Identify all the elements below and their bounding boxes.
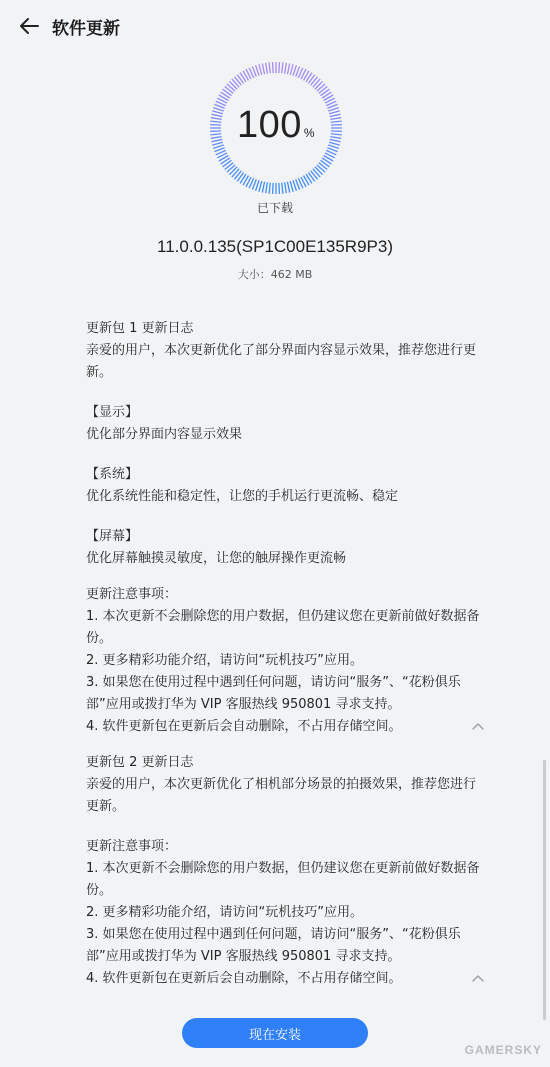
install-now-button[interactable]: 现在安装 [182, 1018, 368, 1048]
progress-tick [262, 182, 264, 193]
scrollbar[interactable] [543, 760, 546, 1020]
watermark-logo: GAMERSKY [464, 1043, 542, 1057]
progress-tick [293, 65, 296, 75]
progress-tick [256, 180, 259, 190]
download-progress-dial [208, 60, 344, 196]
progress-tick [266, 182, 268, 193]
package-size [0, 266, 550, 282]
changelog-1-intro: 亲爱的用户，本次更新优化了部分界面内容显示效果，推荐您进行更新。 [86, 343, 477, 380]
section-display-body: 优化部分界面内容显示效果 [86, 427, 243, 442]
notice-1-title: 更新注意事项： [86, 587, 178, 602]
progress-tick [259, 64, 262, 75]
notice-1-item: 4. 软件更新包在更新后会自动删除，不占用存储空间。 [86, 719, 402, 734]
section-screen-body: 优化屏幕触摸灵敏度，让您的触屏操作更流畅 [86, 551, 347, 566]
progress-tick [269, 183, 270, 194]
size-label: 大小： [237, 268, 271, 281]
chevron-up-icon[interactable] [470, 719, 486, 735]
section-system-body: 优化系统性能和稳定性，让您的手机运行更流畅、稳定 [86, 489, 399, 504]
progress-tick [269, 62, 270, 73]
notice-2-item: 4. 软件更新包在更新后会自动删除，不占用存储空间。 [86, 971, 402, 986]
size-value: 462 MB [270, 268, 313, 281]
progress-tick [279, 183, 280, 194]
progress-tick [287, 63, 289, 74]
notice-1-item: 1. 本次更新不会删除您的用户数据，但仍建议您在更新前做好数据备份。 [86, 609, 480, 646]
progress-tick [282, 183, 283, 194]
progress-tick [229, 167, 237, 175]
progress-tick [259, 181, 262, 192]
version-number: 11.0.0.135(SP1C00E135R9P3) [157, 237, 393, 256]
progress-tick [315, 81, 323, 89]
changelog-2-intro: 亲爱的用户，本次更新优化了相机部分场景的拍摄效果，推荐您进行更新。 [86, 777, 477, 814]
notice-2-item: 1. 本次更新不会删除您的用户数据，但仍建议您在更新前做好数据备份。 [86, 861, 480, 898]
progress-tick [293, 180, 296, 190]
progress-tick [315, 167, 323, 175]
percent-sign: % [303, 126, 316, 140]
progress-tick [229, 81, 237, 89]
top-bar [0, 0, 550, 52]
changelog-1-title: 更新包 1 更新日志 [86, 321, 194, 336]
notice-1-item: 2. 更多精彩功能介绍，请访问“玩机技巧”应用。 [86, 653, 364, 668]
progress-percent [208, 104, 344, 147]
back-button[interactable] [14, 12, 44, 40]
notice-2-title: 更新注意事项： [86, 839, 178, 854]
progress-tick [273, 183, 274, 194]
progress-tick [285, 182, 287, 193]
notice-2-item: 2. 更多精彩功能介绍，请访问“玩机技巧”应用。 [86, 905, 364, 920]
progress-tick [262, 63, 264, 74]
progress-tick [287, 182, 289, 193]
page-title: 软件更新 [52, 19, 120, 39]
notice-2-last-row [86, 968, 486, 990]
chevron-up-icon[interactable] [470, 971, 486, 987]
progress-tick [279, 62, 280, 73]
section-display-heading: 【显示】 [86, 405, 139, 420]
progress-tick [256, 65, 259, 75]
notice-1-last-row [86, 716, 486, 738]
notice-2-item: 3. 如果您在使用过程中遇到任何问题，请访问“服务”、“花粉俱乐部”应用或拨打华为 VIP 客服热线 950801 寻求支持。 [86, 927, 461, 964]
progress-tick [266, 63, 268, 74]
progress-tick [290, 64, 293, 75]
section-screen-heading: 【屏幕】 [86, 529, 139, 544]
arrow-left-icon [19, 17, 39, 35]
section-system-heading: 【系统】 [86, 467, 139, 482]
progress-value: 100 [236, 104, 302, 146]
download-status: 已下载 [256, 201, 293, 215]
progress-tick [273, 62, 274, 73]
changelog-2-title: 更新包 2 更新日志 [86, 755, 194, 770]
progress-tick [282, 62, 283, 73]
notice-1-item: 3. 如果您在使用过程中遇到任何问题，请访问“服务”、“花粉俱乐部”应用或拨打华为 VIP 客服热线 950801 寻求支持。 [86, 675, 461, 712]
changelog [86, 318, 486, 990]
progress-tick [290, 181, 293, 192]
progress-tick [285, 63, 287, 74]
